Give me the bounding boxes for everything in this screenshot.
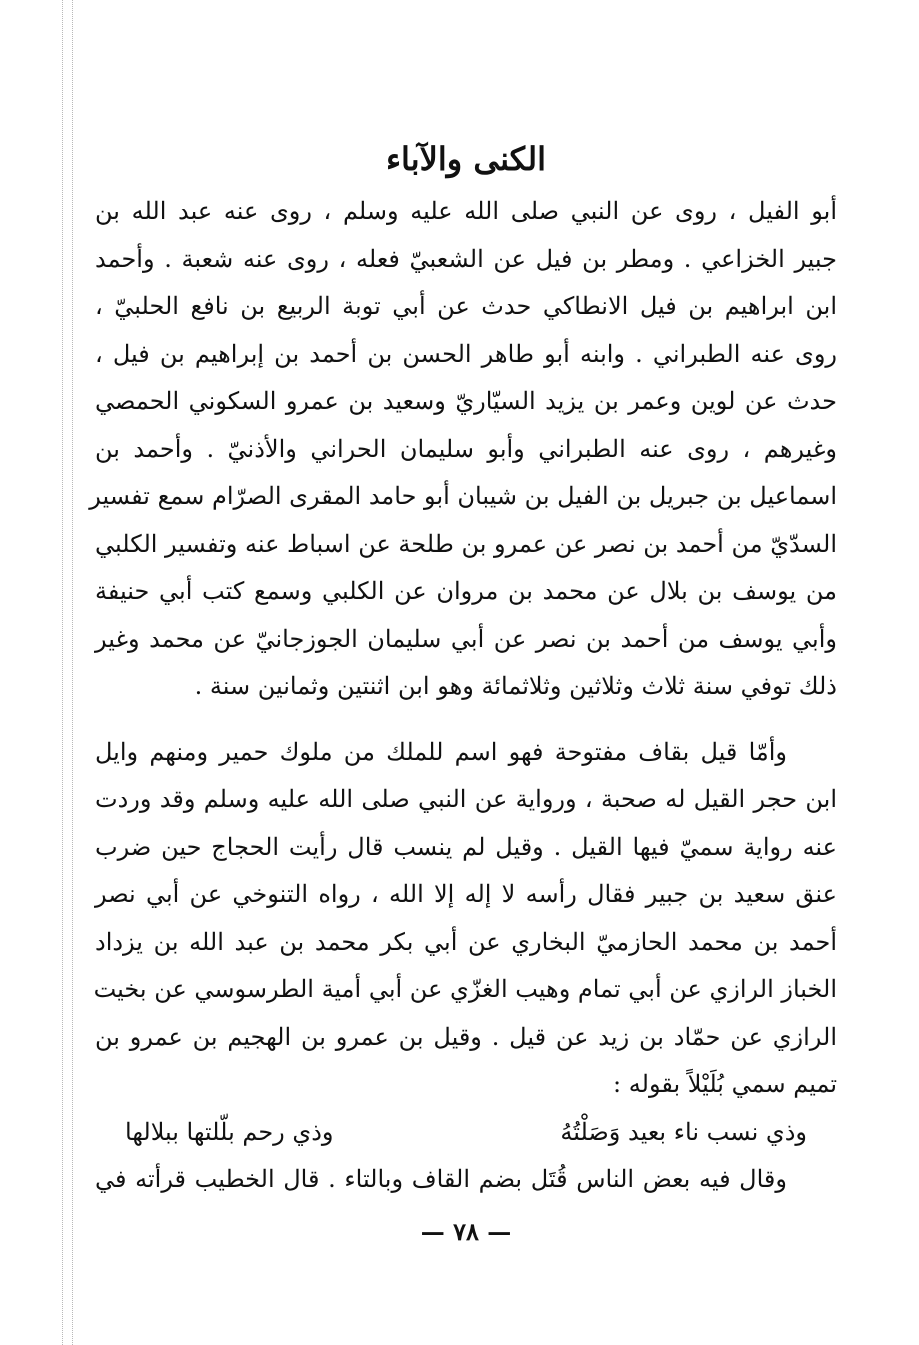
paragraph-gap (95, 711, 837, 729)
verse-hemistich-first: وذي نسب ناء بعيد وَصَلْتُهُ (560, 1117, 807, 1146)
text-line: الخباز الرازي عن أبي تمام وهيب الغزّي عن أبي أمية الطرسوسي عن بخيت (93, 975, 837, 1003)
closing-line: وقال فيه بعض الناس قُتَل بضم القاف وبالتاء . قال الخطيب قرأته في (95, 1165, 787, 1193)
verse-hemistich-second: وذي رحم بلّلتها ببلالها (125, 1117, 334, 1146)
text-line: عنق سعيد بن جبير فقال رأسه لا إله إلا الله ، رواه التنوخي عن أبي نصر (95, 880, 837, 908)
paragraph-2 (95, 729, 837, 1109)
text-line: جبير الخزاعي . ومطر بن فيل عن الشعبيّ فعله ، روى عنه شعبة . وأحمد (95, 244, 837, 273)
text-line: وغيرهم ، روى عنه الطبراني وأبو سليمان الحراني والأذنيّ . وأحمد بن (95, 434, 837, 463)
text-line: عنه رواية سميّ فيها القيل . وقيل لم ينسب قال رأيت الحجاج حين ضرب (95, 832, 837, 861)
text-line: تميم سمي بُلَيْلاً بقوله : (613, 1070, 837, 1098)
text-line: روى عنه الطبراني . وابنه أبو طاهر الحسن بن أحمد بن إبراهيم بن فيل ، (95, 339, 837, 368)
book-page (89, 130, 838, 1252)
text-line: حدث عن لوين وعمر بن يزيد السيّاريّ وسعيد بن عمرو السكوني الحمصي (95, 387, 837, 415)
binding-margin-dots (62, 0, 63, 1345)
poetry-verse (95, 1109, 837, 1157)
text-line: أبو الفيل ، روى عن النبي صلى الله عليه وسلم ، روى عنه عبد الله بن (95, 197, 837, 225)
text-line: السدّيّ من أحمد بن نصر عن عمرو بن طلحة عن اسباط عنه وتفسير الكلبي (95, 529, 838, 558)
text-line: من يوسف بن بلال عن محمد بن مروان عن الكلبي وسمع كتب أبي حنيفة (95, 577, 837, 605)
binding-margin-dots (72, 0, 73, 1345)
text-line: وأمّا قيل بقاف مفتوحة فهو اسم للملك من ملوك حمير ومنهم وايل (95, 737, 787, 766)
text-line: ابن ابراهيم بن فيل الانطاكي حدث عن أبي توبة الربيع بن نافع الحلبيّ ، (95, 292, 837, 320)
text-line: اسماعيل بن جبريل بن الفيل بن شيبان أبو حامد المقرى الصرّام سمع تفسير (89, 482, 837, 510)
text-line: ذلك توفي سنة ثلاث وثلاثين وثلاثمائة وهو ابن اثنتين وثمانين سنة . (194, 672, 837, 700)
text-line: وأبي يوسف من أحمد بن نصر عن أبي سليمان الجوزجانيّ عن محمد وغير (95, 624, 837, 653)
paragraph-1 (89, 188, 838, 711)
page-number: — ٧٨ — (420, 1216, 512, 1246)
page-heading: الكنى والآباء (385, 140, 547, 178)
text-line: أحمد بن محمد الحازميّ البخاري عن أبي بكر محمد بن عبد الله بن يزداد (95, 927, 837, 956)
text-line: ابن حجر القيل له صحبة ، ورواية عن النبي صلى الله عليه وسلم وقد وردت (95, 785, 837, 813)
text-line: الرازي عن حمّاد بن زيد عن قيل . وقيل بن عمرو بن الهجيم بن عمرو بن (95, 1022, 837, 1051)
